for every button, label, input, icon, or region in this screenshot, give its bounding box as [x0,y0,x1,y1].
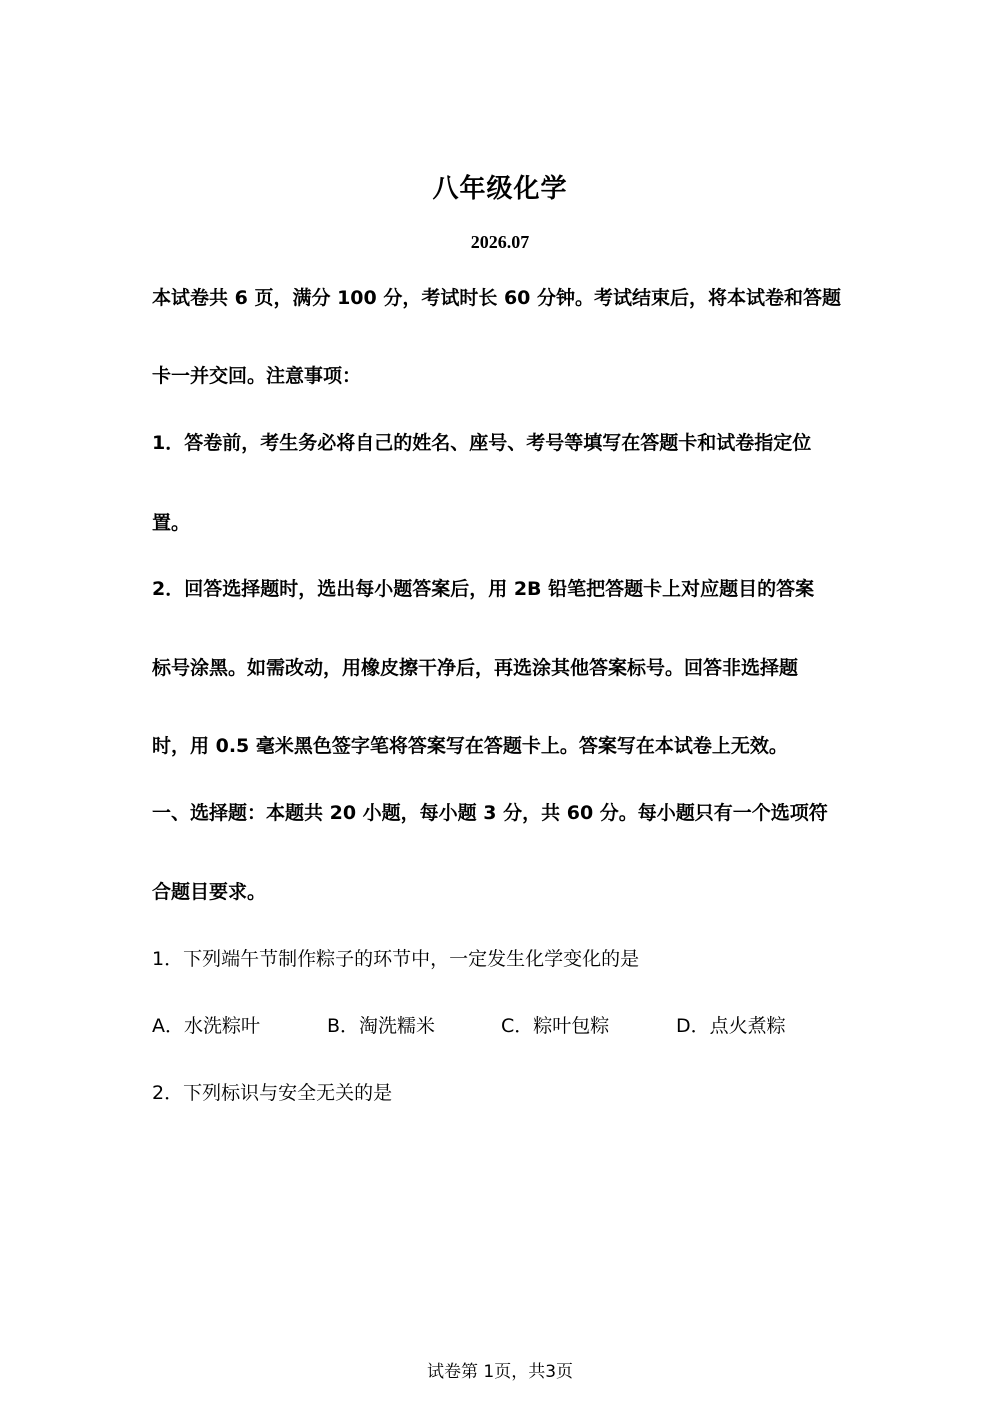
page-title: 八年级化学 [432,174,568,204]
question-1-option-d: D．点火煮粽 [676,1015,786,1037]
question-1-option-a: A．水洗粽叶 [152,1015,260,1037]
note-1-line-1: 1．答卷前，考生务必将自己的姓名、座号、考号等填写在答题卡和试卷指定位 [152,432,812,454]
section-1-heading-line-1: 一、选择题：本题共 20 小题，每小题 3 分，共 60 分。每小题只有一个选项符 [152,802,828,824]
instructions-line-2: 卡一并交回。注意事项： [152,365,362,387]
instructions-line-1: 本试卷共 6 页，满分 100 分，考试时长 60 分钟。考试结束后，将本试卷和答题 [152,287,842,309]
note-1-line-2: 置。 [152,512,191,534]
note-2-line-2: 标号涂黑。如需改动，用橡皮擦干净后，再选涂其他答案标号。回答非选择题 [152,657,799,679]
question-2-text: 2．下列标识与安全无关的是 [152,1082,393,1104]
note-2-line-1: 2．回答选择题时，选出每小题答案后，用 2B 铅笔把答题卡上对应题目的答案 [152,578,815,600]
question-1-option-c: C．粽叶包粽 [501,1015,610,1037]
question-1-option-b: B．淘洗糯米 [327,1015,436,1037]
exam-date: 2026.07 [470,232,530,252]
question-1-text: 1．下列端午节制作粽子的环节中，一定发生化学变化的是 [152,948,640,970]
note-2-line-3: 时，用 0.5 毫米黑色签字笔将答案写在答题卡上。答案写在本试卷上无效。 [152,735,788,757]
section-1-heading-line-2: 合题目要求。 [152,881,267,903]
page-footer: 试卷第 1页，共3页 [426,1362,574,1382]
